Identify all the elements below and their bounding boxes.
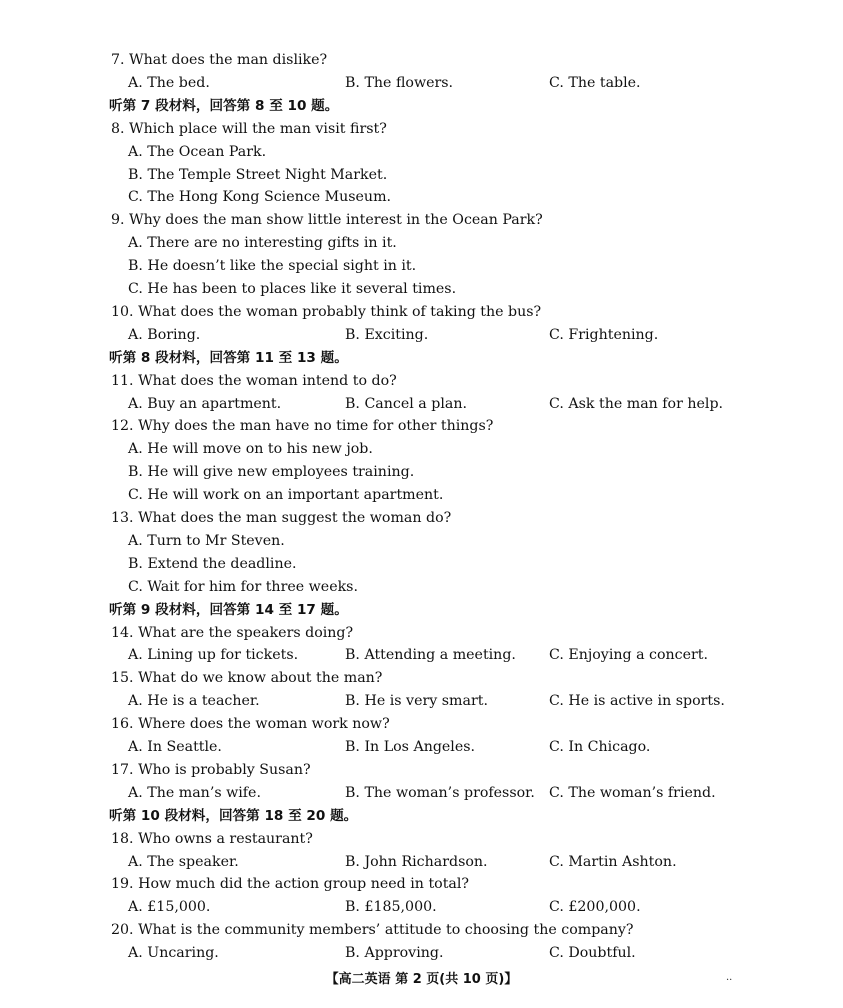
section-instruction: 听第 7 段材料，回答第 8 至 10 题。 (109, 97, 339, 114)
question-stem: 18. Who owns a restaurant? (111, 830, 313, 847)
option-b: B. £185,000. (345, 899, 437, 916)
question-stem: 17. Who is probably Susan? (111, 761, 311, 778)
option-c: C. Enjoying a concert. (549, 647, 709, 664)
option-row (0, 853, 843, 871)
question-stem: 12. Why does the man have no time for other things? (111, 418, 494, 435)
option: C. He has been to places like it several times. (128, 281, 457, 297)
option: B. Extend the deadline. (128, 555, 297, 572)
section-instruction: 听第 9 段材料，回答第 14 至 17 题。 (109, 601, 348, 618)
section-instruction: 听第 10 段材料，回答第 18 至 20 题。 (109, 807, 358, 824)
corner-mark: ·· (726, 975, 733, 986)
question-stem: 9. Why does the man show little interest in the Ocean Park? (111, 212, 543, 229)
option-row (0, 692, 843, 710)
option-row (0, 395, 843, 413)
section-instruction: 听第 8 段材料，回答第 11 至 13 题。 (109, 349, 348, 366)
question-stem: 15. What do we know about the man? (111, 670, 383, 687)
option-b: B. Cancel a plan. (345, 395, 467, 412)
option-a: A. The bed. (128, 74, 210, 91)
option: A. Turn to Mr Steven. (128, 532, 285, 549)
option-c: C. Ask the man for help. (549, 395, 724, 412)
question-stem: 19. How much did the action group need in total? (111, 876, 469, 893)
option: B. He doesn’t like the special sight in it. (128, 258, 417, 275)
option-c: C. In Chicago. (549, 739, 651, 755)
option-a: A. He is a teacher. (128, 693, 260, 710)
question-stem: 20. What is the community members’ attitude to choosing the company? (111, 922, 634, 939)
option-a: A. Uncaring. (128, 945, 219, 962)
option-a: A. Lining up for tickets. (128, 647, 299, 664)
question-stem: 8. Which place will the man visit first? (111, 120, 387, 137)
question-stem: 13. What does the man suggest the woman do? (111, 510, 452, 526)
option-b: B. Exciting. (345, 326, 429, 343)
option-row (0, 74, 843, 92)
option-row (0, 326, 843, 344)
option-a: A. The speaker. (128, 853, 239, 870)
option-c: C. Martin Ashton. (549, 853, 677, 870)
question-stem: 7. What does the man dislike? (111, 52, 328, 68)
option-a: A. £15,000. (128, 899, 211, 916)
option-row (0, 944, 843, 962)
option-row (0, 784, 843, 802)
option-a: A. Boring. (128, 326, 201, 343)
option-c: C. The woman’s friend. (549, 784, 716, 801)
question-stem: 10. What does the woman probably think of taking the bus? (111, 303, 542, 320)
option-b: B. He is very smart. (345, 693, 488, 710)
option-row (0, 738, 843, 756)
option-b: B. The flowers. (345, 74, 454, 91)
option-row (0, 898, 843, 916)
option-a: A. The man’s wife. (128, 784, 261, 801)
option-a: A. In Seattle. (128, 739, 222, 755)
option-b: B. The woman’s professor. (345, 784, 535, 801)
option: A. There are no interesting gifts in it. (128, 235, 397, 252)
option-c: C. He is active in sports. (549, 693, 725, 710)
option: A. The Ocean Park. (128, 143, 267, 160)
option-b: B. Attending a meeting. (345, 647, 516, 664)
option-a: A. Buy an apartment. (128, 395, 282, 412)
option-b: B. John Richardson. (345, 853, 488, 870)
question-stem: 14. What are the speakers doing? (111, 624, 354, 641)
option-c: C. The table. (549, 74, 641, 91)
option: C. He will work on an important apartment. (128, 487, 444, 504)
option: B. He will give new employees training. (128, 464, 415, 481)
option-row (0, 646, 843, 664)
page-footer: 【高二英语 第 2 页(共 10 页)】 (325, 972, 518, 987)
option-c: C. Frightening. (549, 326, 659, 343)
option-c: C. £200,000. (549, 899, 641, 916)
question-stem: 16. Where does the woman work now? (111, 716, 390, 733)
question-stem: 11. What does the woman intend to do? (111, 372, 397, 389)
option: C. The Hong Kong Science Museum. (128, 189, 392, 206)
option-b: B. Approving. (345, 945, 444, 962)
option-c: C. Doubtful. (549, 945, 636, 962)
option: B. The Temple Street Night Market. (128, 166, 388, 183)
option: C. Wait for him for three weeks. (128, 578, 358, 595)
option: A. He will move on to his new job. (128, 441, 373, 458)
option-b: B. In Los Angeles. (345, 739, 476, 755)
